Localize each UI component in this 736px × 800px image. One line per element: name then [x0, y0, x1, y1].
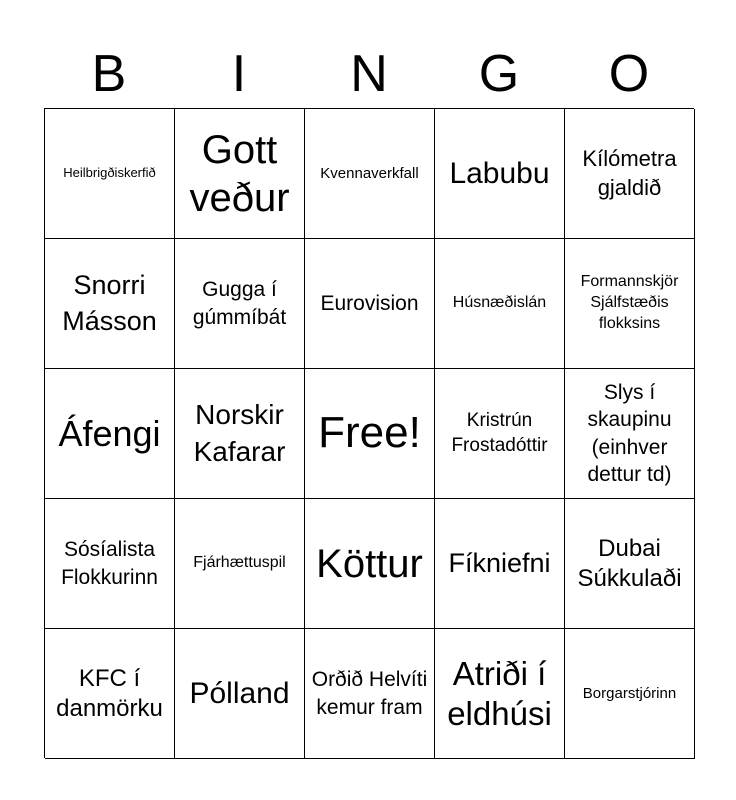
bingo-cell[interactable]: Kristrún Frostadóttir — [435, 369, 565, 499]
bingo-cell[interactable]: Norskir Kafarar — [175, 369, 305, 499]
bingo-cell[interactable]: Labubu — [435, 109, 565, 239]
bingo-cell[interactable]: Áfengi — [45, 369, 175, 499]
bingo-cell[interactable]: Eurovision — [305, 239, 435, 369]
bingo-cell[interactable]: Formannskjör Sjálfstæðis flokksins — [565, 239, 695, 369]
bingo-cell[interactable]: Pólland — [175, 629, 305, 759]
bingo-cell[interactable]: Heilbrigðiskerfið — [45, 109, 175, 239]
bingo-cell[interactable]: Gugga í gúmmíbát — [175, 239, 305, 369]
header-letter-b: B — [91, 45, 127, 103]
bingo-cell[interactable]: Sósíalista Flokkurinn — [45, 499, 175, 629]
bingo-cell[interactable]: Orðið Helvíti kemur fram — [305, 629, 435, 759]
bingo-cell[interactable]: Kvennaverkfall — [305, 109, 435, 239]
bingo-cell[interactable]: Húsnæðislán — [435, 239, 565, 369]
bingo-cell[interactable]: Kílómetra gjaldið — [565, 109, 695, 239]
header-letter-o: O — [608, 45, 650, 103]
header-letter-i: I — [231, 45, 247, 103]
bingo-cell[interactable]: Fjárhættuspil — [175, 499, 305, 629]
bingo-cell[interactable]: Fíkniefni — [435, 499, 565, 629]
header-letter-n: N — [350, 45, 388, 103]
bingo-cell[interactable]: Gott veður — [175, 109, 305, 239]
free-space[interactable]: Free! — [305, 369, 435, 499]
header-letter-g: G — [478, 45, 520, 103]
bingo-cell[interactable]: KFC í danmörku — [45, 629, 175, 759]
bingo-cell[interactable]: Snorri Másson — [45, 239, 175, 369]
bingo-cell[interactable]: Slys í skaupinu (einhver dettur td) — [565, 369, 695, 499]
bingo-cell[interactable]: Dubai Súkkulaði — [565, 499, 695, 629]
bingo-board — [44, 108, 694, 758]
bingo-cell[interactable]: Atriði í eldhúsi — [435, 629, 565, 759]
bingo-header — [44, 40, 694, 108]
bingo-cell[interactable]: Köttur — [305, 499, 435, 629]
bingo-cell[interactable]: Borgarstjórinn — [565, 629, 695, 759]
